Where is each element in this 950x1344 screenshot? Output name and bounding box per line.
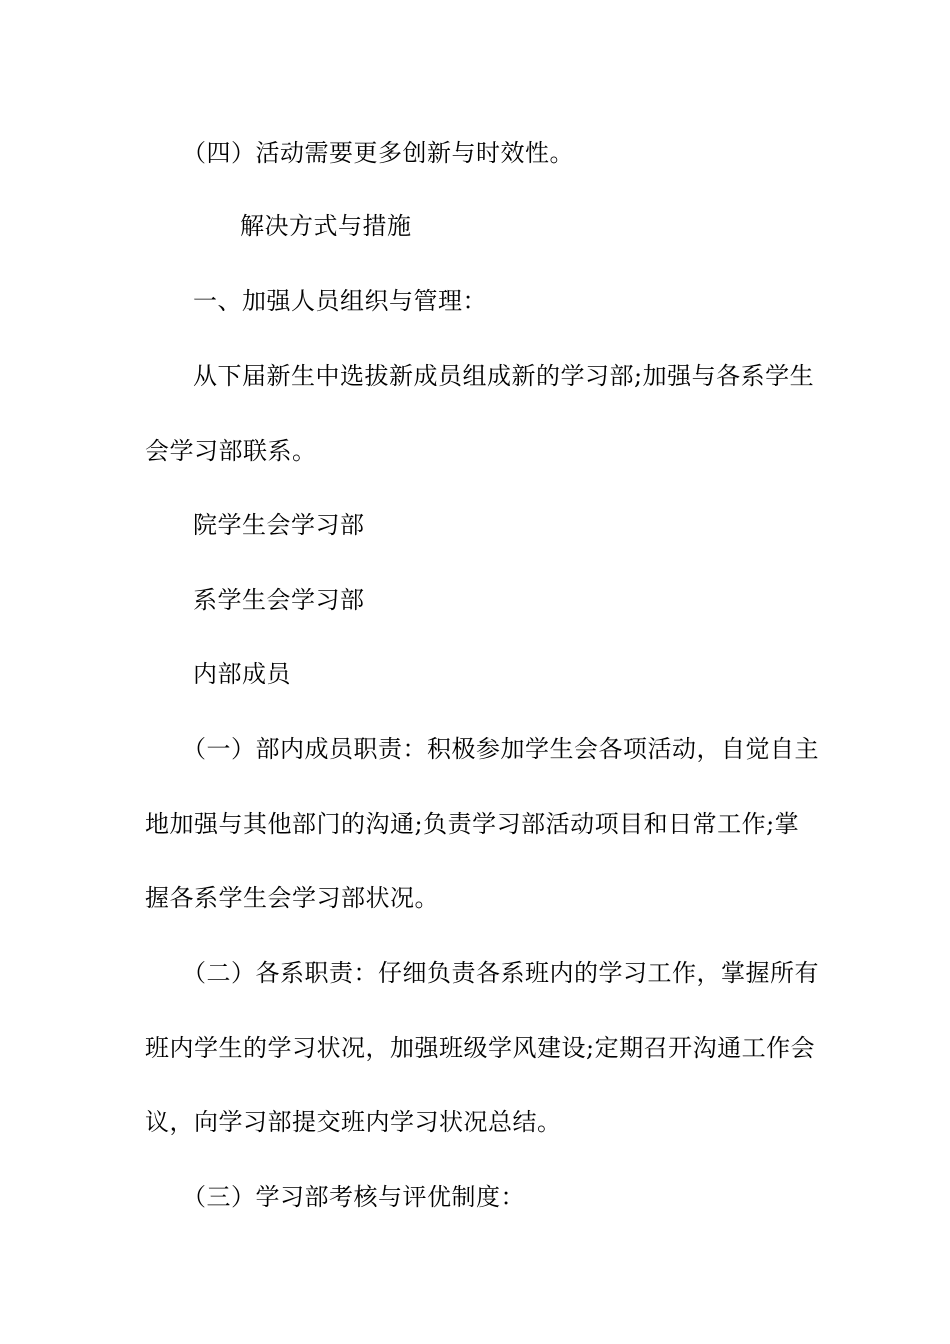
org-item-members: 内部成员 (193, 660, 291, 688)
section-title-solutions: 解决方式与措施 (240, 212, 412, 240)
paragraph-line: 议，向学习部提交班内学习状况总结。 (145, 1108, 562, 1136)
org-item-department: 系学生会学习部 (193, 586, 365, 614)
org-item-college: 院学生会学习部 (193, 511, 365, 539)
paragraph-line: 从下届新生中选拔新成员组成新的学习部;加强与各系学生 (193, 362, 815, 390)
paragraph-line: （一）部内成员职责：积极参加学生会各项活动，自觉自主 (182, 735, 819, 763)
paragraph-line: （二）各系职责：仔细负责各系班内的学习工作，掌握所有 (182, 959, 819, 987)
paragraph-line: 班内学生的学习状况，加强班级学风建设;定期召开沟通工作会 (145, 1034, 816, 1062)
heading-assessment: （三）学习部考核与评优制度： (182, 1183, 525, 1211)
paragraph-line: 地加强与其他部门的沟通;负责学习部活动项目和日常工作;掌 (145, 810, 800, 838)
paragraph-line: 会学习部联系。 (145, 437, 317, 465)
heading-staff-management: 一、加强人员组织与管理： (193, 287, 487, 315)
paragraph-line: 握各系学生会学习部状况。 (145, 884, 439, 912)
section-heading-four: （四）活动需要更多创新与时效性。 (182, 139, 574, 167)
